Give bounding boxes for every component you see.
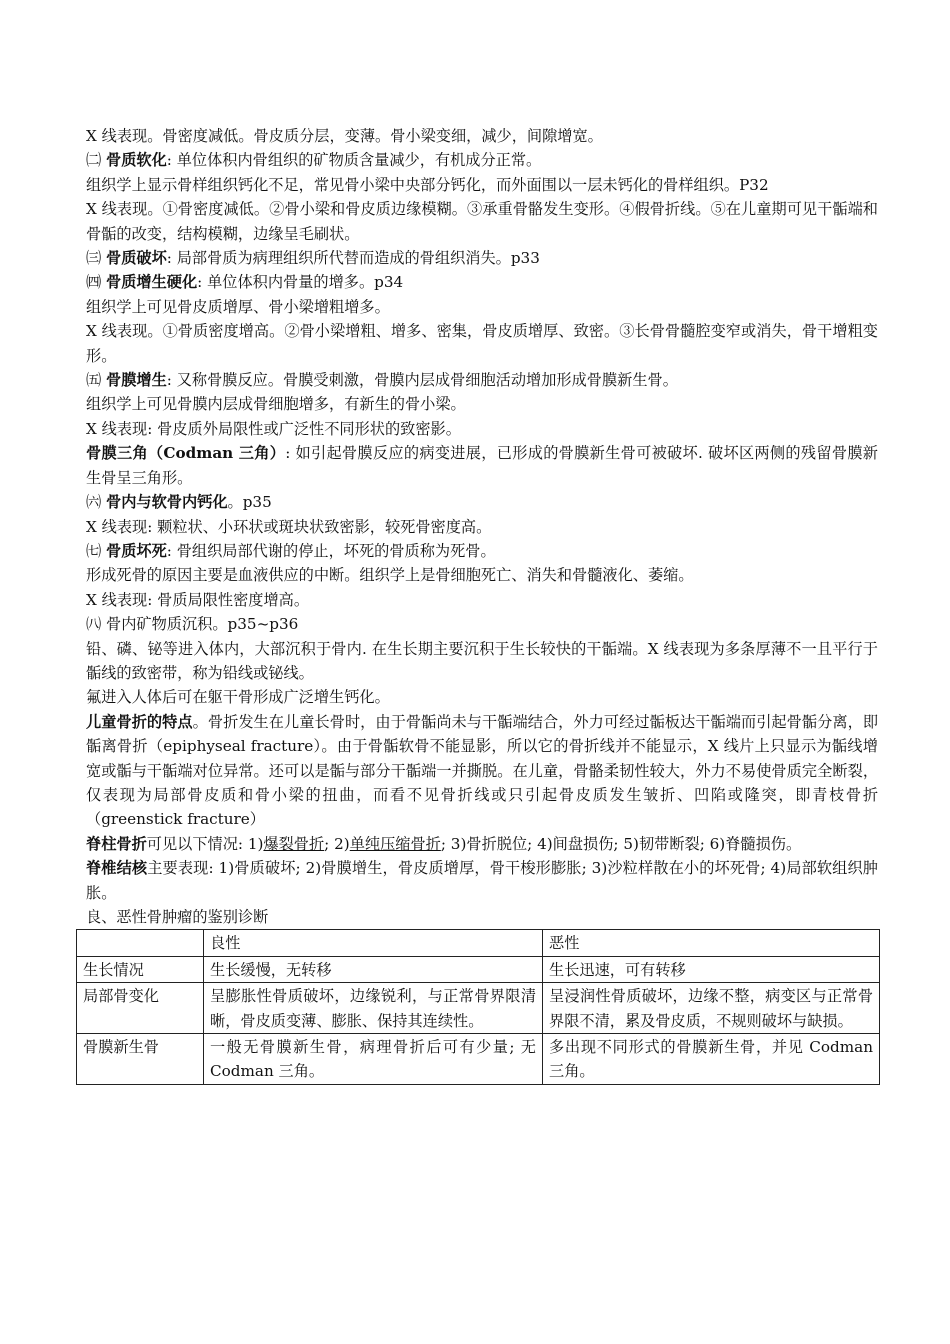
table-caption: 良、恶性骨肿瘤的鉴别诊断	[86, 908, 269, 926]
table-header-cell: 良性	[204, 930, 543, 956]
section-mineral-deposition: ㈧ 骨内矿物质沉积。p35~p36	[86, 615, 299, 634]
section-text: : 单位体积内骨量的增多。p34	[197, 273, 404, 292]
codman-title: 骨膜三角（Codman 三角）	[86, 444, 286, 463]
child-fracture	[86, 710, 878, 832]
table-cell: 生长迅速，可有转移	[543, 956, 880, 982]
xray-periosteal: X 线表现: 骨皮质外局限性或广泛性不同形状的致密影。	[86, 419, 461, 438]
necrosis-cause: 形成死骨的原因主要是血液供应的中断。组织学上是骨细胞死亡、消失和骨髓液化、萎缩。	[86, 566, 694, 585]
child-fracture-title: 儿童骨折的特点	[86, 712, 193, 731]
xray-necrosis: X 线表现: 骨质局限性密度增高。	[86, 590, 310, 609]
section-text: : 骨组织局部代谢的停止，坏死的骨质称为死骨。	[166, 541, 496, 560]
section-calcification	[86, 490, 878, 514]
table-header-cell: 恶性	[543, 930, 880, 956]
tumor-comparison-table	[76, 929, 880, 1084]
section-text: 。p35	[227, 493, 272, 512]
fluoride-deposition: 氟进入人体后可在躯干骨形成广泛增生钙化。	[86, 688, 390, 707]
xray-osteomalacia: X 线表现。①骨密度减低。②骨小梁和骨皮质边缘模糊。③承重骨骼发生变形。④假骨折线。⑤在儿童期可见干骺端和骨骺的改变，结构模糊，边缘呈毛刷状。	[86, 200, 878, 243]
section-title: 骨质坏死	[106, 541, 167, 560]
section-title: 骨质破坏	[106, 249, 167, 268]
section-title: 骨质增生硬化	[106, 273, 198, 292]
xray-osteosclerosis: X 线表现。①骨质密度增高。②骨小梁增粗、增多、密集，骨皮质增厚、致密。③长骨骨髓腔变窄或消失，骨干增粗变形。	[86, 322, 878, 365]
section-osteosclerosis	[86, 270, 878, 294]
section-title: 骨内与软骨内钙化	[106, 493, 228, 512]
table-cell: 呈浸润性骨质破坏，边缘不整，病变区与正常骨界限不清，累及骨皮质，不规则破坏与缺损。	[543, 983, 880, 1034]
section-number: ㈣	[86, 273, 107, 292]
section-text: : 单位体积内骨组织的矿物质含量减少，有机成分正常。	[166, 151, 542, 170]
table-cell: 骨膜新生骨	[77, 1034, 204, 1085]
lead-deposition: 铅、磷、铋等进入体内，大部沉积于骨内. 在生长期主要沉积于生长较快的干骺端。X 线表现为多条厚薄不一且平行于骺线的致密带，称为铅线或铋线。	[86, 639, 878, 682]
section-number: ㈥	[86, 493, 107, 512]
table-cell: 生长缓慢，无转移	[204, 956, 543, 982]
compression-fracture-link[interactable]: 单纯压缩骨折	[349, 834, 441, 853]
table-cell: 呈膨胀性骨质破坏，边缘锐利，与正常骨界限清晰，骨皮质变薄、膨胀、保持其连续性。	[204, 983, 543, 1034]
section-necrosis	[86, 539, 878, 563]
burst-fracture-link[interactable]: 爆裂骨折	[263, 834, 325, 853]
section-text: : 局部骨质为病理组织所代替而造成的骨组织消失。p33	[166, 249, 540, 268]
spinal-tuberculosis	[86, 856, 878, 905]
section-number: ㈢	[86, 249, 107, 268]
table-cell: 一般无骨膜新生骨，病理骨折后可有少量; 无 Codman 三角。	[204, 1034, 543, 1085]
document-page	[83, 124, 879, 1085]
section-number: ㈦	[86, 541, 107, 560]
table-header-cell	[77, 930, 204, 956]
spine-fracture	[86, 832, 878, 856]
section-osteomalacia	[86, 148, 878, 172]
tb-title: 脊椎结核	[86, 859, 148, 878]
table-header-row	[77, 930, 880, 956]
table-cell: 局部骨变化	[77, 983, 204, 1034]
codman-triangle	[86, 441, 878, 490]
spine-fracture-text: ; 2)	[324, 834, 350, 853]
table-row	[77, 956, 880, 982]
histology-periosteal: 组织学上可见骨膜内层成骨细胞增多，有新生的骨小梁。	[86, 395, 466, 414]
section-bone-destruction	[86, 246, 878, 270]
section-number: ㈤	[86, 371, 107, 390]
spine-fracture-text: 可见以下情况: 1)	[146, 834, 264, 853]
xray-calcification: X 线表现: 颗粒状、小环状或斑块状致密影，较死骨密度高。	[86, 517, 492, 536]
section-text: : 又称骨膜反应。骨膜受刺激，骨膜内层成骨细胞活动增加形成骨膜新生骨。	[166, 371, 678, 390]
spine-fracture-title: 脊柱骨折	[86, 834, 147, 853]
xray-osteoporosis: X 线表现。骨密度减低。骨皮质分层，变薄。骨小梁变细，减少，间隙增宽。	[86, 127, 603, 145]
histology-osteosclerosis: 组织学上可见骨皮质增厚、骨小梁增粗增多。	[86, 297, 390, 316]
table-row	[77, 1034, 880, 1085]
table-cell: 多出现不同形式的骨膜新生骨，并见 Codman 三角。	[543, 1034, 880, 1085]
section-title: 骨膜增生	[106, 371, 167, 390]
codman-text: : 如引起骨膜反应的病变进展，已形成的骨膜新生骨可被破坏. 破坏区两侧的残留骨膜新生骨呈三角形。	[86, 444, 878, 487]
section-number: ㈡	[86, 151, 107, 170]
section-periosteal-reaction	[86, 368, 878, 392]
tb-text: 主要表现: 1)骨质破坏; 2)骨膜增生，骨皮质增厚，骨干梭形膨胀; 3)沙粒样散在小的坏死骨; 4)局部软组织肿胀。	[86, 859, 878, 902]
child-fracture-text: 。骨折发生在儿童长骨时，由于骨骺尚未与干骺端结合，外力可经过骺板达干骺端而引起骨骺分离，即骺离骨折（epiphyseal fracture）。由于骨骺软骨不能显影，所以它的骨折线并不能显示，X 线片上只显示为骺线增宽或骺与干骺端对位异常。还可以是骺与部分干骺端一并撕脱。在儿童，骨骼柔韧性较大，外力不易使骨质完全断裂，仅表现为局部骨皮质和骨小梁的扭曲，而看不见骨折线或只引起骨皮质发生皱折、凹陷或隆突，即青枝骨折（greenstick fracture）	[86, 712, 879, 829]
histology-osteomalacia: 组织学上显示骨样组织钙化不足，常见骨小梁中央部分钙化，而外面围以一层未钙化的骨样组织。P32	[86, 175, 769, 194]
section-title: 骨质软化	[106, 151, 167, 170]
spine-fracture-text: ; 3)骨折脱位; 4)间盘损伤; 5)韧带断裂; 6)脊髓损伤。	[440, 834, 802, 853]
table-cell: 生长情况	[77, 956, 204, 982]
table-row	[77, 983, 880, 1034]
